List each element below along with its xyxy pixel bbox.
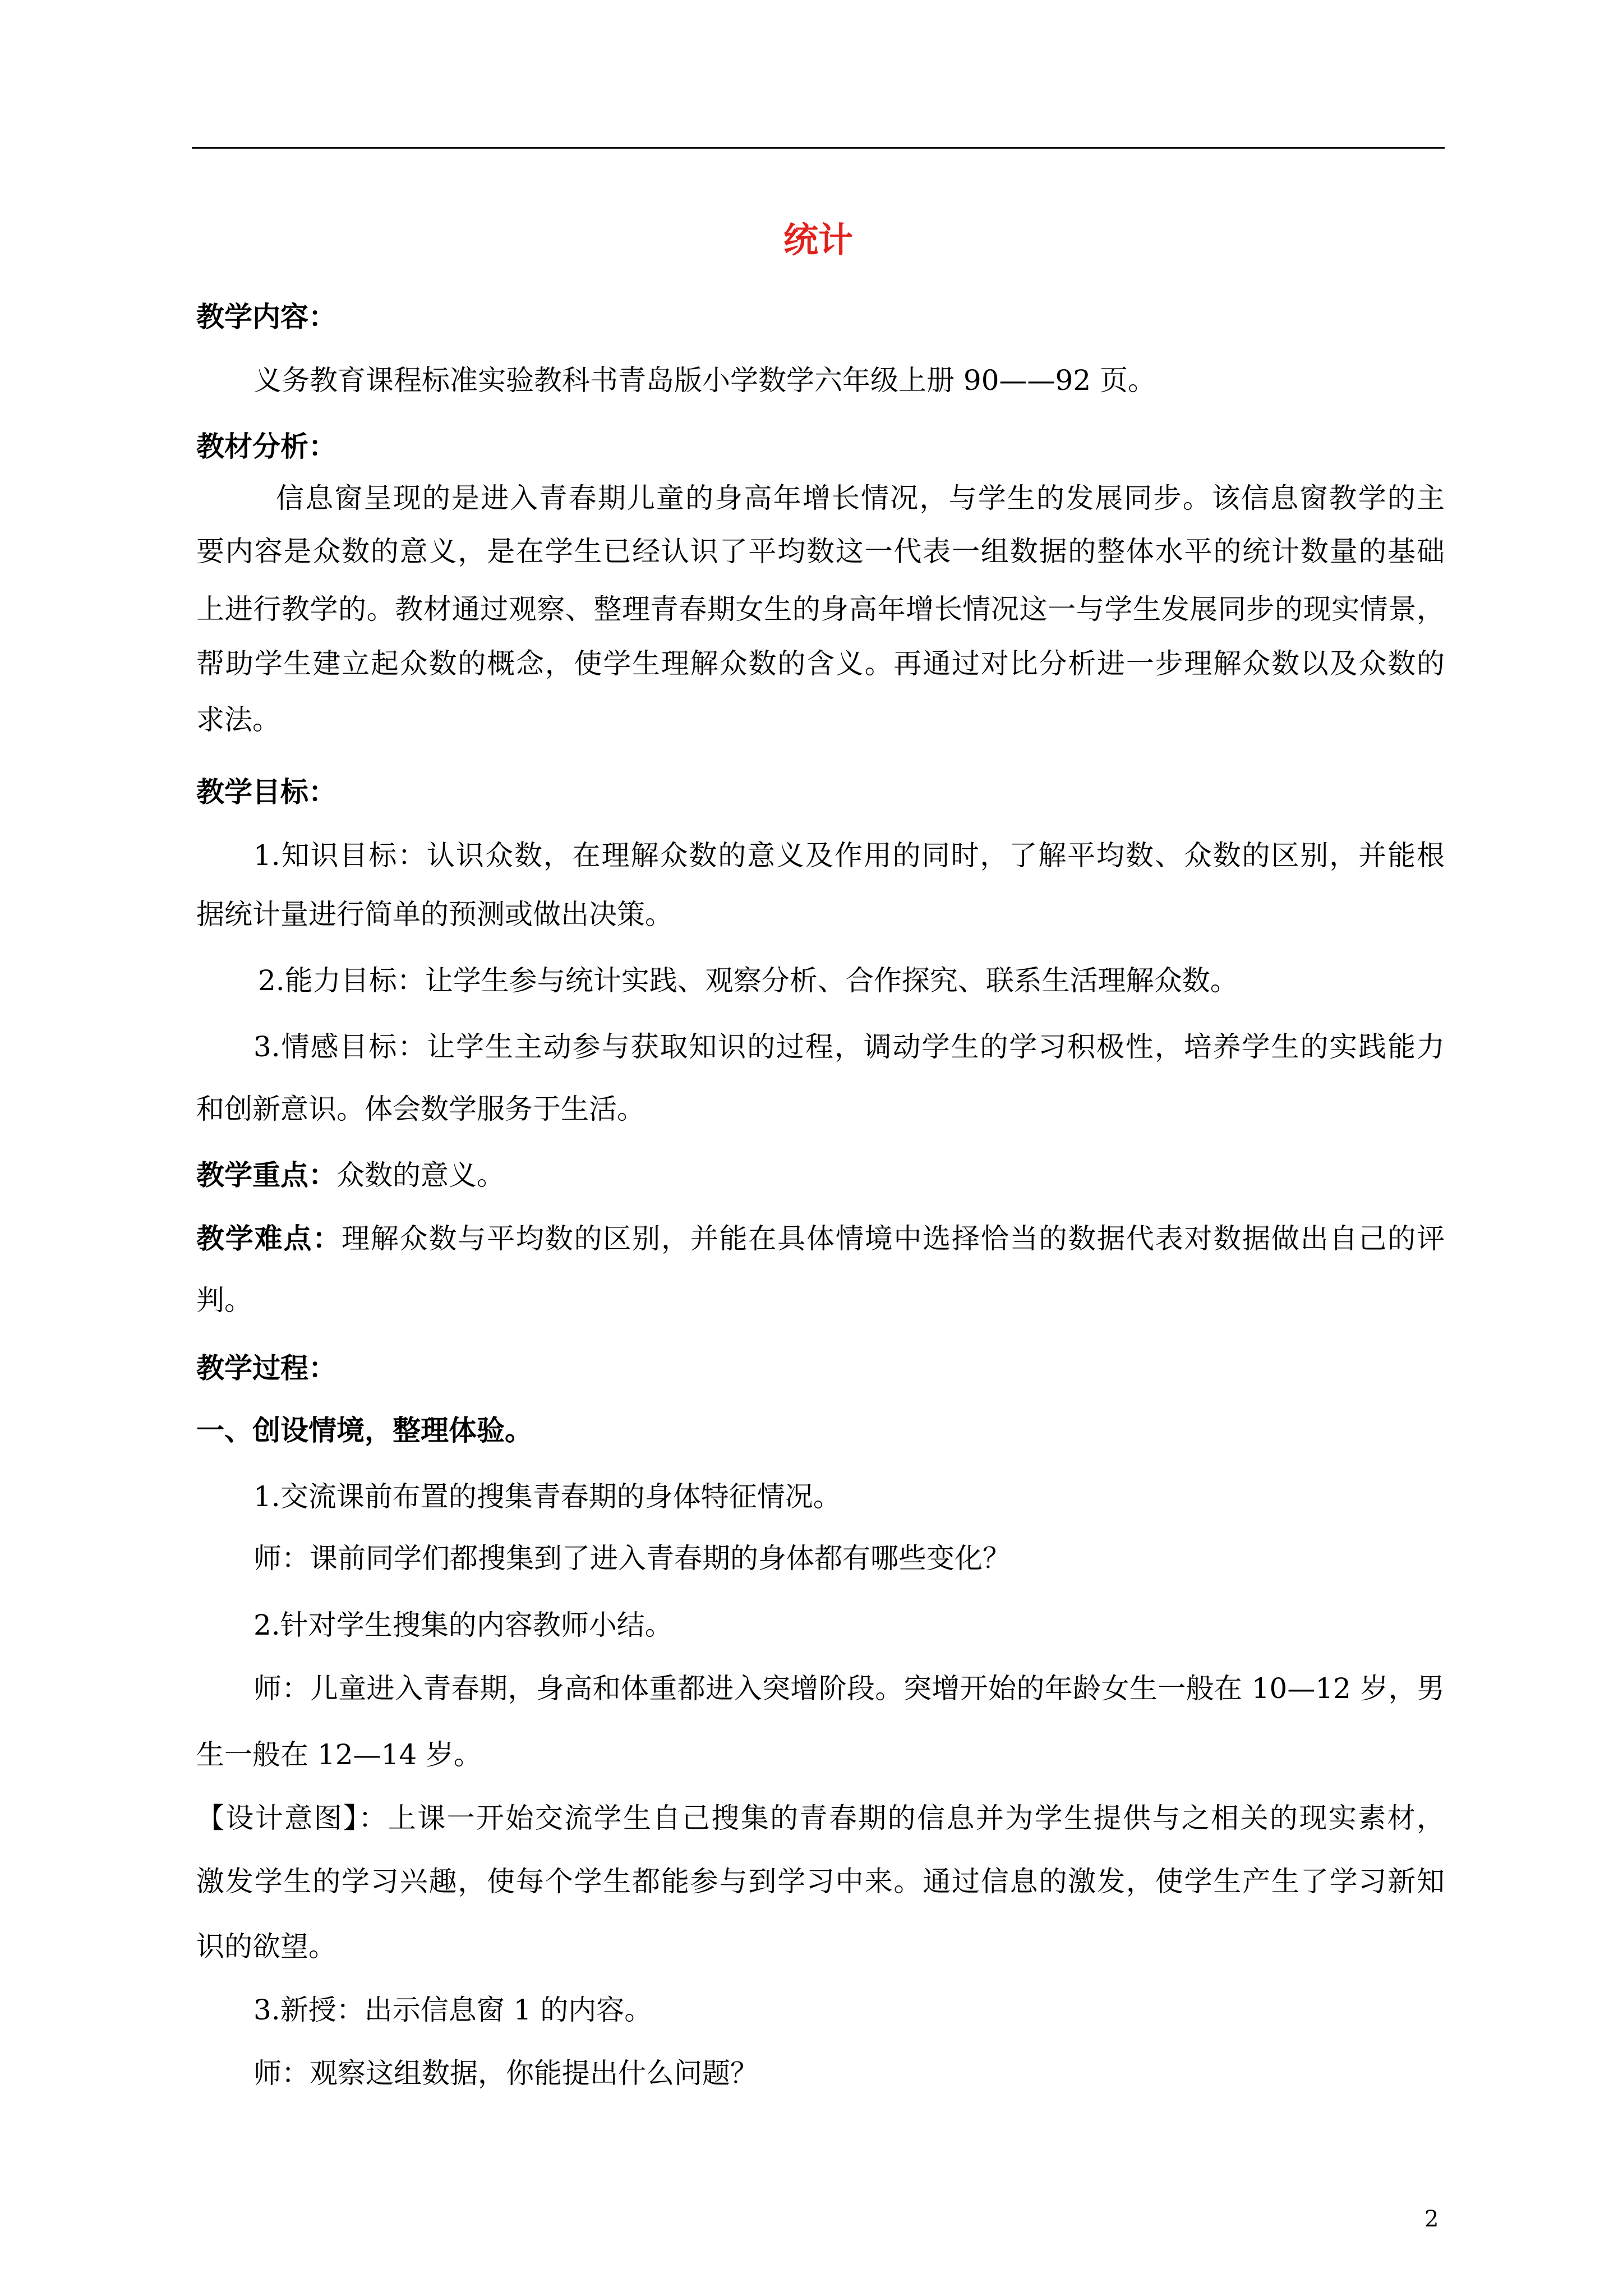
material-analysis-line: 信息窗呈现的是进入青春期儿童的身高年增长情况，与学生的发展同步。该信息窗教学的主 (276, 482, 1445, 514)
section-heading-material-analysis: 教材分析： (196, 430, 336, 463)
process-part1-heading: 一、创设情境，整理体验。 (196, 1414, 533, 1447)
objective-emotion-line: 3.情感目标：让学生主动参与获取知识的过程，调动学生的学习积极性，培养学生的实践能力 (253, 1030, 1445, 1063)
objective-emotion-line: 和创新意识。体会数学服务于生活。 (196, 1093, 645, 1125)
material-analysis-line: 要内容是众数的意义，是在学生已经认识了平均数这一代表一组数据的整体水平的统计数量的基础 (196, 535, 1445, 568)
material-analysis-line: 求法。 (196, 703, 280, 736)
process-line: 1.交流课前布置的搜集青春期的身体特征情况。 (253, 1480, 841, 1513)
key-point-line (196, 1158, 505, 1192)
page-number: 2 (1424, 2206, 1439, 2232)
difficult-point-text: 理解众数与平均数的区别，并能在具体情境中选择恰当的数据代表对数据做出自己的评 (342, 1222, 1445, 1255)
new-lesson-line: 3.新授：出示信息窗 1 的内容。 (253, 1994, 653, 2026)
process-line: 师：课前同学们都搜集到了进入青春期的身体都有哪些变化？ (253, 1542, 1011, 1575)
difficult-point-line (196, 1222, 1445, 1255)
key-point-label: 教学重点： (196, 1158, 336, 1191)
material-analysis-line: 帮助学生建立起众数的概念，使学生理解众数的含义。再通过对比分析进一步理解众数以及众数的 (196, 647, 1445, 680)
material-analysis-line: 上进行教学的。教材通过观察、整理青春期女生的身高年增长情况这一与学生发展同步的现实情景， (196, 593, 1445, 625)
section-heading-teaching-process: 教学过程： (196, 1351, 336, 1384)
process-line: 师：儿童进入青春期，身高和体重都进入突增阶段。突增开始的年龄女生一般在 10—12 岁，男 (253, 1672, 1445, 1705)
header-rule (192, 147, 1445, 149)
process-line: 2.针对学生搜集的内容教师小结。 (253, 1609, 673, 1641)
difficult-point-line: 判。 (196, 1284, 252, 1317)
document-title: 统计 (783, 219, 853, 260)
design-intent-line: 激发学生的学习兴趣，使每个学生都能参与到学习中来。通过信息的激发，使学生产生了学习新知 (196, 1865, 1445, 1898)
key-point-text: 众数的意义。 (336, 1159, 505, 1191)
new-lesson-line: 师：观察这组数据，你能提出什么问题？ (253, 2057, 758, 2090)
section-heading-teaching-content: 教学内容： (196, 300, 336, 333)
process-line: 生一般在 12—14 岁。 (196, 1738, 482, 1771)
objective-ability-line: 2.能力目标：让学生参与统计实践、观察分析、合作探究、联系生活理解众数。 (258, 964, 1238, 997)
difficult-point-label: 教学难点： (196, 1222, 342, 1255)
design-intent-line: 【设计意图】：上课一开始交流学生自己搜集的青春期的信息并为学生提供与之相关的现实素材， (196, 1802, 1445, 1834)
teaching-content-line: 义务教育课程标准实验教科书青岛版小学数学六年级上册 90——92 页。 (253, 364, 1156, 397)
objective-knowledge-line: 1.知识目标：认识众数，在理解众数的意义及作用的同时，了解平均数、众数的区别，并能根 (253, 839, 1445, 872)
objective-knowledge-line: 据统计量进行简单的预测或做出决策。 (196, 898, 673, 931)
design-intent-line: 识的欲望。 (196, 1930, 336, 1963)
section-heading-teaching-objectives: 教学目标： (196, 775, 336, 808)
